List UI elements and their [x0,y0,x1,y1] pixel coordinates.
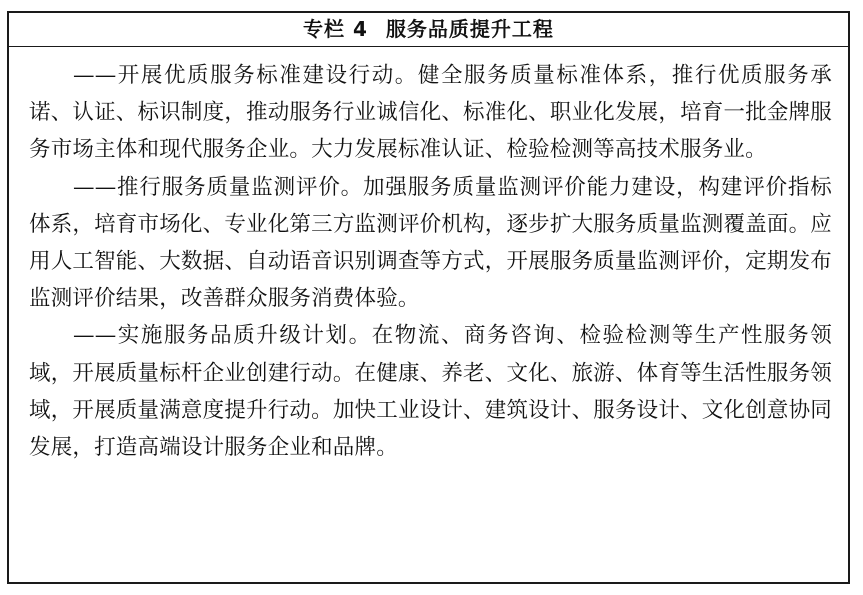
paragraph-standard-building: ——开展优质服务标准建设行动。健全服务质量标准体系，推行优质服务承诺、认证、标识制度，推动服务行业诚信化、标准化、职业化发展，培育一批金牌服务市场主体和现代服务企业。大力发展标准认证、检验检测等高技术服务业。 [29,63,832,163]
column-title: 服务品质提升工程 [385,17,554,41]
column-body [29,57,832,466]
column-number-label: 专栏 4 [303,17,368,41]
column-box [7,11,850,584]
column-title-bar [9,13,848,47]
paragraph-quality-monitoring: ——推行服务质量监测评价。加强服务质量监测评价能力建设，构建评价指标体系，培育市场化、专业化第三方监测评价机构，逐步扩大服务质量监测覆盖面。应用人工智能、大数据、自动语音识别调查等方式，开展服务质量监测评价，定期发布监测评价结果，改善群众服务消费体验。 [29,174,832,312]
paragraph-quality-upgrade: ——实施服务品质升级计划。在物流、商务咨询、检验检测等生产性服务领域，开展质量标杆企业创建行动。在健康、养老、文化、旅游、体育等生活性服务领域，开展质量满意度提升行动。加快工业设计、建筑设计、服务设计、文化创意协同发展，打造高端设计服务企业和品牌。 [29,323,832,461]
